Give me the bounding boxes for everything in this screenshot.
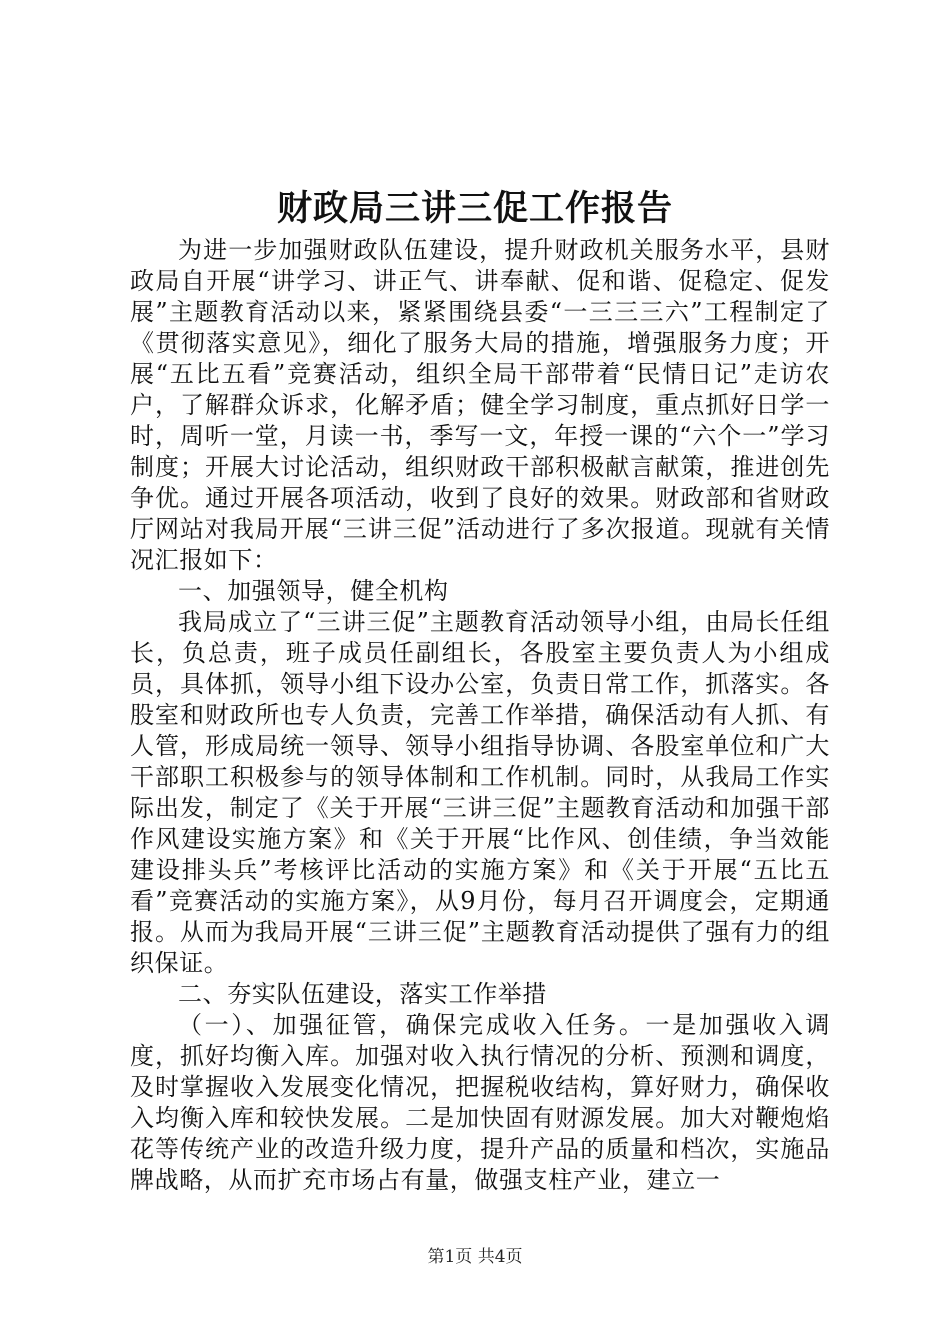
document-body xyxy=(130,235,830,1196)
intro-paragraph: 为进一步加强财政队伍建设，提升财政机关服务水平，县财政局自开展“讲学习、讲正气、讲奉献、促和谐、促稳定、促发展”主题教育活动以来，紧紧围绕县委“一三三三六”工程制定了《贯彻落实意见》，细化了服务大局的措施，增强服务力度；开展“五比五看”竞赛活动，组织全局干部带着“民情日记”走访农户，了解群众诉求，化解矛盾；健全学习制度，重点抓好日学一时，周听一堂，月读一书，季写一文，年授一课的“六个一”学习制度；开展大讨论活动，组织财政干部积极献言献策，推进创先争优。通过开展各项活动，收到了良好的效果。财政部和省财政厅网站对我局开展“三讲三促”活动进行了多次报道。现就有关情况汇报如下： xyxy=(130,236,830,574)
section-heading-1: 一、加强领导，健全机构 xyxy=(178,577,449,605)
page-footer: 第1页 共4页 xyxy=(427,1247,523,1267)
section-1-paragraph: 我局成立了“三讲三促”主题教育活动领导小组，由局长任组长，负总责，班子成员任副组长，各股室主要负责人为小组成员，具体抓，领导小组下设办公室，负责日常工作，抓落实。各股室和财政所也专人负责，完善工作举措，确保活动有人抓、有人管，形成局统一领导、领导小组指导协调、各股室单位和广大干部职工积极参与的领导体制和工作机制。同时，从我局工作实际出发，制定了《关于开展“三讲三促”主题教育活动和加强干部作风建设实施方案》和《关于开展“比作风、创佳绩，争当效能建设排头兵”考核评比活动的实施方案》和《关于开展“五比五看”竞赛活动的实施方案》，从9月份，每月召开调度会，定期通报。从而为我局开展“三讲三促”主题教育活动提供了强有力的组织保证。 xyxy=(130,608,830,977)
document-title: 财政局三讲三促工作报告 xyxy=(276,188,673,229)
section-heading-2: 二、夯实队伍建设，落实工作举措 xyxy=(178,980,547,1008)
section-2-paragraph: （一）、加强征管，确保完成收入任务。一是加强收入调度，抓好均衡入库。加强对收入执行情况的分析、预测和调度，及时掌握收入发展变化情况，把握税收结构，算好财力，确保收入均衡入库和较快发展。二是加快固有财源发展。加大对鞭炮焰花等传统产业的改造升级力度，提升产品的质量和档次，实施品牌战略，从而扩充市场占有量，做强支柱产业，建立一 xyxy=(130,1011,830,1194)
